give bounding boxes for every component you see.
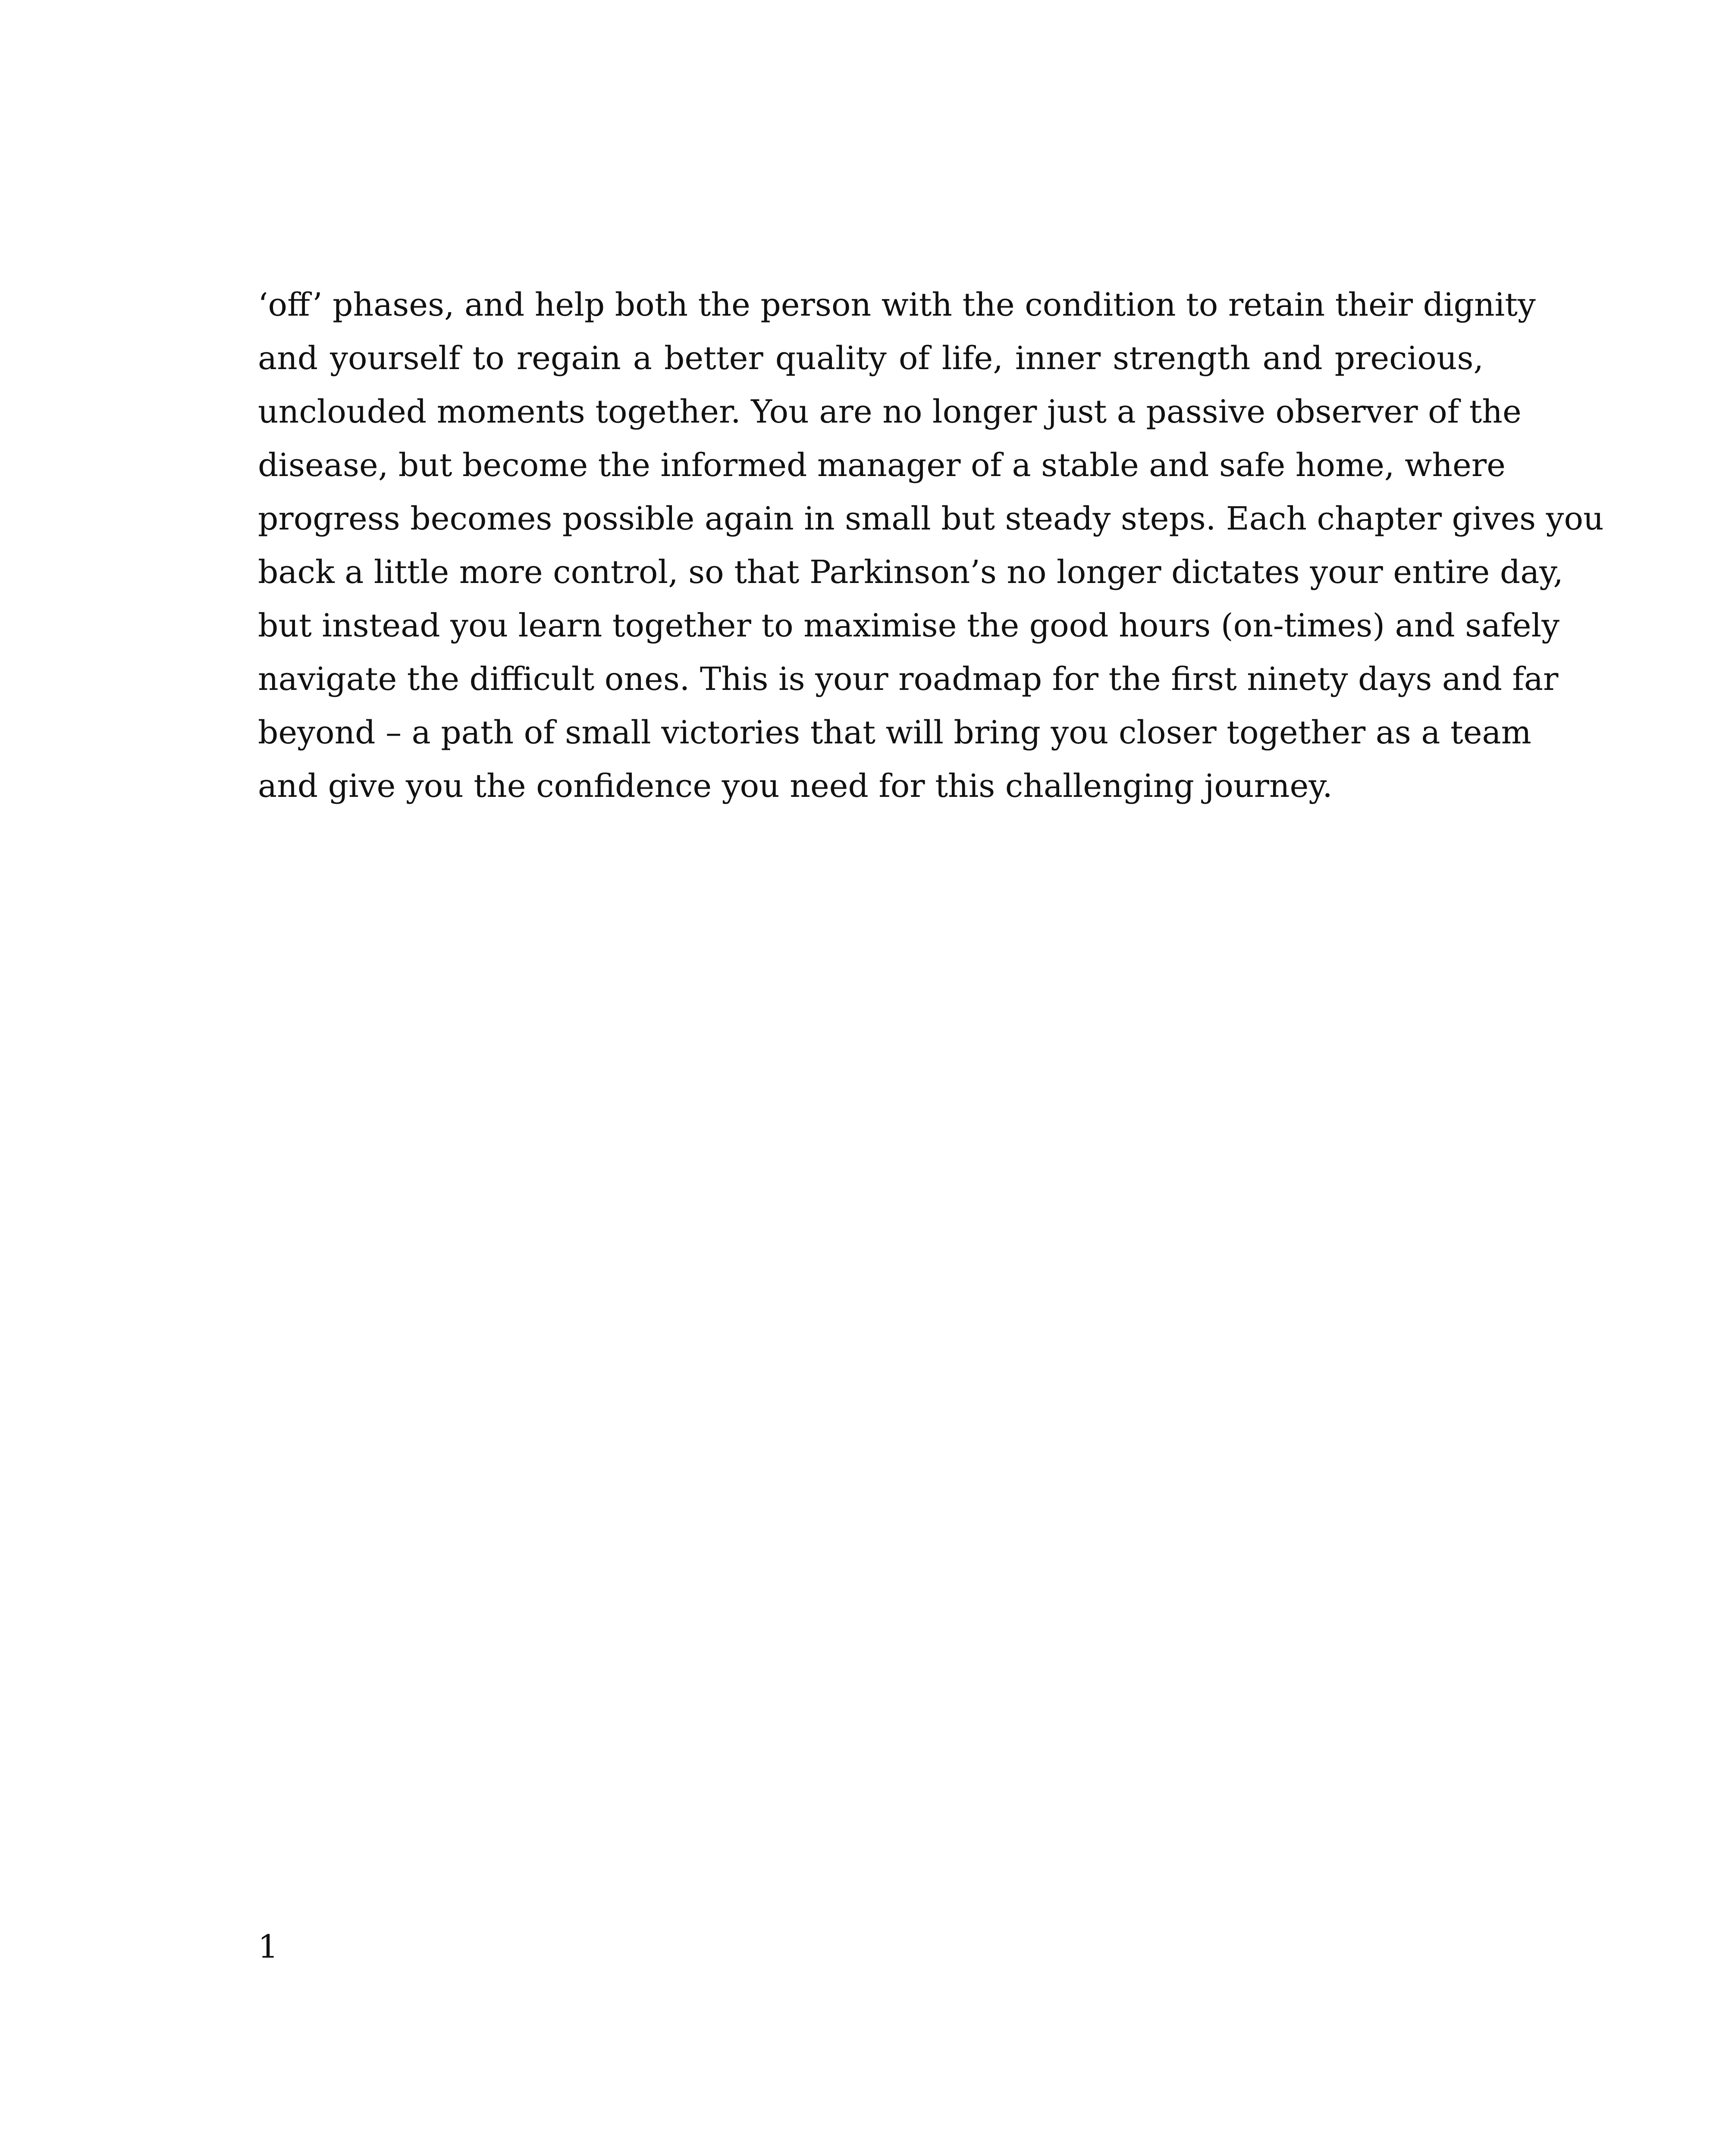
- paragraph-line: disease, but become the informed manager of a stable and safe home, where: [258, 447, 1506, 484]
- paragraph-line: beyond – a path of small victories that will bring you closer together as a team: [258, 714, 1531, 751]
- paragraph-line: progress becomes possible again in small but steady steps. Each chapter gives you: [258, 500, 1604, 537]
- paragraph-line: but instead you learn together to maximise the good hours (on-times) and safely: [258, 607, 1560, 644]
- body-paragraph: [258, 278, 1604, 813]
- paragraph-line: back a little more control, so that Parkinson’s no longer dictates your entire day,: [258, 554, 1563, 591]
- paragraph-line: unclouded moments together. You are no longer just a passive observer of the: [258, 393, 1522, 430]
- paragraph-line: and yourself to regain a better quality of life, inner strength and precious,: [258, 340, 1484, 377]
- paragraph-line: ‘off’ phases, and help both the person with the condition to retain their dignity: [258, 286, 1536, 323]
- paragraph-line: navigate the difficult ones. This is your roadmap for the first ninety days and far: [258, 661, 1559, 698]
- paragraph-line: and give you the confidence you need for this challenging journey.: [258, 768, 1333, 805]
- page-number: 1: [258, 1928, 279, 1965]
